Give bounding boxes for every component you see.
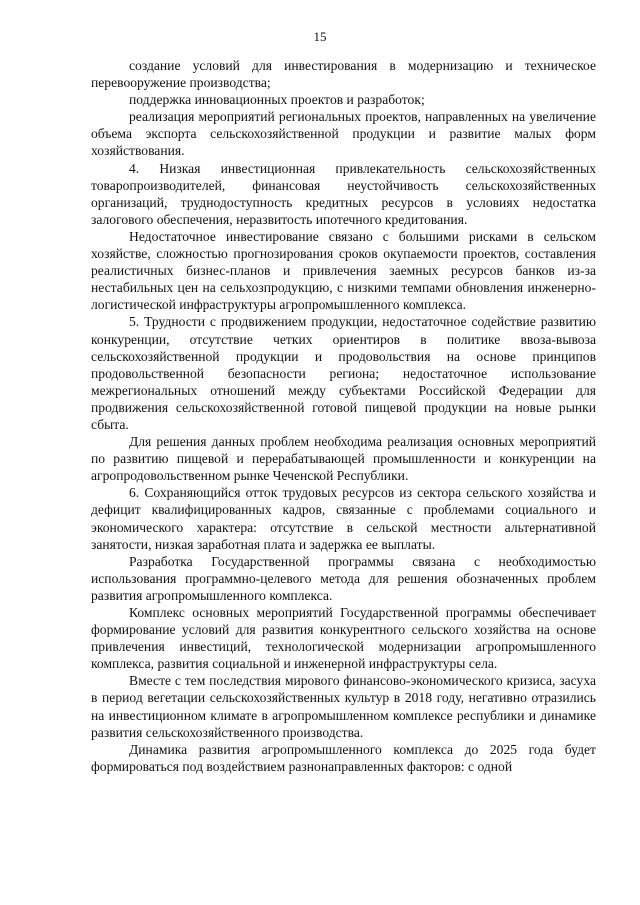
paragraph-development-dynamics: Динамика развития агропромышленного комплекса до 2025 года будет формироваться под воздействием разнонаправленных факторов: с одной	[91, 741, 596, 774]
paragraph-regional-projects: реализация мероприятий региональных проектов, направленных на увеличение объема экспорта сельскохозяйственной продукции и развитие малых форм хозяйствования.	[91, 109, 596, 159]
paragraph-innovation-support: поддержка инновационных проектов и разработок;	[129, 92, 425, 108]
paragraph-item-4-investment-attractiveness: 4. Низкая инвестиционная привлекательность сельскохозяйственных товаропроизводителей, финансовая неустойчивость сельскохозяйственных организаций, труднодоступность кредитных ресурсов в условиях недостатка залогового обеспечения, неразвитость ипотечного кредитования.	[91, 160, 596, 227]
page-number: 15	[313, 29, 327, 44]
document-body	[91, 57, 596, 775]
paragraph-item-5-product-promotion: 5. Трудности с продвижением продукции, недостаточное содействие развитию конкуренции, отсутствие четких ориентиров в политике ввоза-вывоза сельскохозяйственной продукции и продовольствия на основе принципов продовольственной безопасности региона; недостаточное использование межрегиональных отношений между субъектами Российской Федерации для продвижения сельскохозяйственной готовой пищевой продукции на новые рынки сбыта.	[91, 314, 596, 432]
paragraph-crisis-consequences: Вместе с тем последствия мирового финансово-экономического кризиса, засуха в период вегетации сельскохозяйственных культур в 2018 году, негативно отразились на инвестиционном климате в агропромышленном комплексе республики и динамике развития сельскохозяйственного производства.	[91, 673, 596, 740]
paragraph-program-development: Разработка Государственной программы связана с необходимостью использования программно-целевого метода для решения обозначенных проблем развития агропромышленного комплекса.	[91, 553, 596, 603]
paragraph-main-activities: Комплекс основных мероприятий Государственной программы обеспечивает формирование условий для развития конкурентного сельского хозяйства на основе привлечения инвестиций, технологической модернизации агропромышленного комплекса, развития социальной и инженерной инфраструктуры села.	[91, 605, 596, 672]
paragraph-insufficient-investment: Недостаточное инвестирование связано с большими рисками в сельском хозяйстве, сложностью прогнозирования сроков окупаемости проектов, составления реалистичных бизнес-планов и привлечения заемных ресурсов банков из-за нестабильных цен на сельхозпродукцию, с низкими темпами обновления инженерно-логистической инфраструктуры агропромышленного комплекса.	[91, 228, 596, 313]
paragraph-investment-conditions: создание условий для инвестирования в модернизацию и техническое перевооружение производства;	[91, 58, 596, 91]
paragraph-item-6-labor-outflow: 6. Сохраняющийся отток трудовых ресурсов из сектора сельского хозяйства и дефицит квалифицированных кадров, связанные с проблемами социального и экономического характера: отсутствие в сельской местности альтернативной занятости, низкая заработная плата и задержка ее выплаты.	[91, 485, 596, 552]
paragraph-problem-solution: Для решения данных проблем необходима реализация основных мероприятий по развитию пищевой и перерабатывающей промышленности и конкуренции на агропродовольственном рынке Чеченской Республики.	[91, 434, 596, 484]
